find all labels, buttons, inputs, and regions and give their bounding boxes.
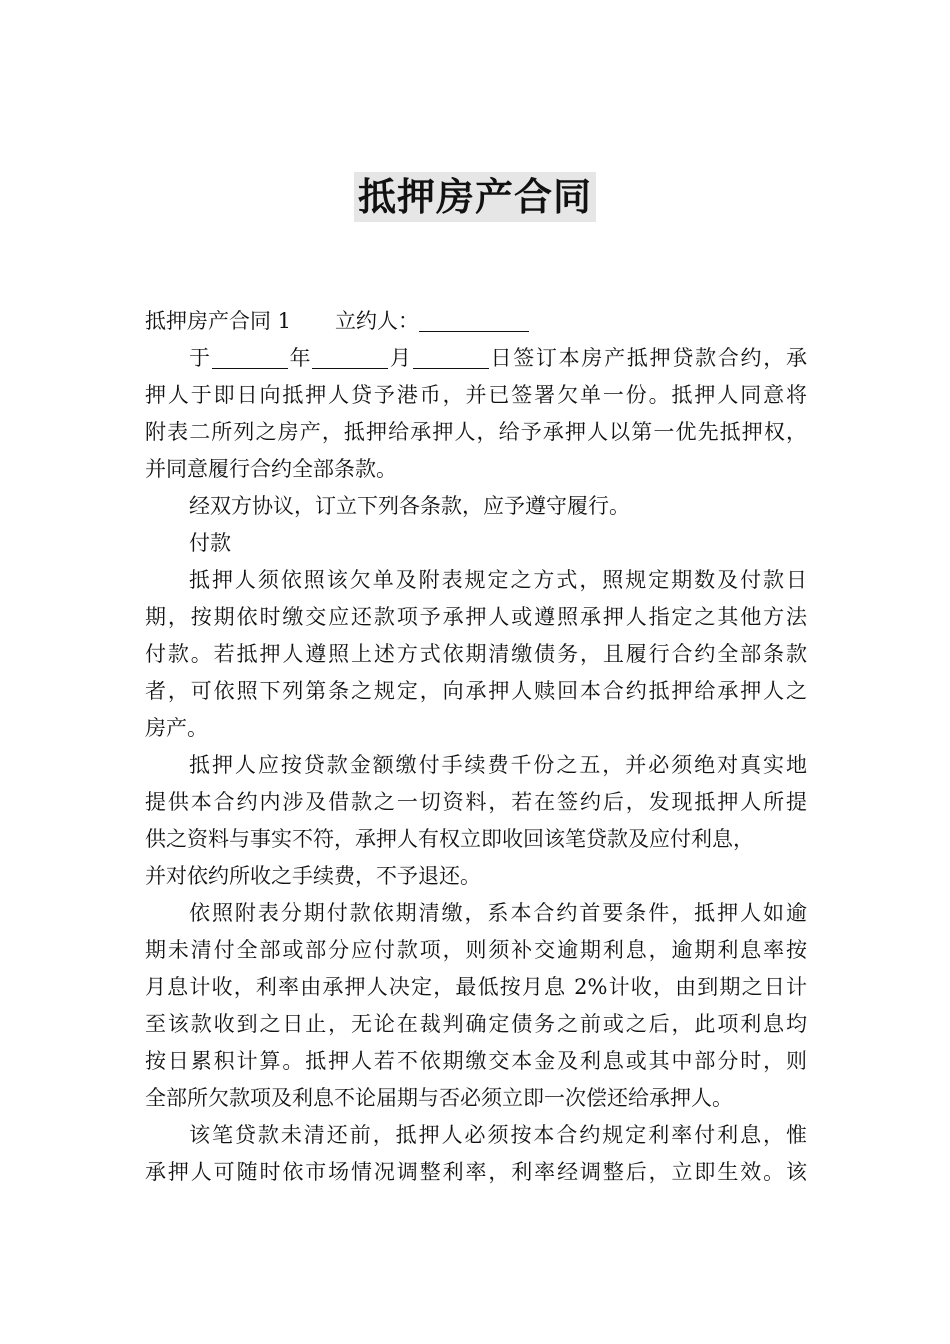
para4-line1: 抵押人须依照该欠单及附表规定之方式，照规定期数及付款日 — [189, 568, 807, 592]
para6-line6: 全部所欠款项及利息不论届期与否必须立即一次偿还给承押人。 — [145, 1086, 733, 1110]
para6-line1: 依照附表分期付款依期清缴，系本合约首要条件，抵押人如逾 — [189, 901, 807, 925]
document-body — [145, 303, 807, 1191]
para6-line5: 按日累积计算。抵押人若不依期缴交本金及利息或其中部分时，则 — [145, 1049, 807, 1073]
para1-line4: 并同意履行合约全部条款。 — [145, 457, 397, 481]
para5-line1: 抵押人应按贷款金额缴付手续费千份之五，并必须绝对真实地 — [189, 753, 807, 777]
para4-line3: 付款。若抵押人遵照上述方式依期清缴债务，且履行合约全部条款 — [145, 642, 807, 666]
para6-line3: 月息计收，利率由承押人决定，最低按月息 2%计收，由到期之日计 — [145, 975, 807, 999]
para6-line2: 期未清付全部或部分应付款项，则须补交逾期利息，逾期利息率按 — [145, 938, 807, 962]
text-span: 月 — [388, 346, 413, 370]
para4-line4: 者，可依照下列第条之规定，向承押人赎回本合约抵押给承押人之 — [145, 679, 807, 703]
para2-line1: 经双方协议，订立下列各条款，应予遵守履行。 — [189, 494, 630, 518]
header-label: 抵押房产合同 1 — [145, 309, 292, 333]
para6-line4: 至该款收到之日止，无论在裁判确定债务之前或之后，此项利息均 — [145, 1012, 807, 1036]
signatory-label: 立约人： — [335, 309, 420, 333]
para4-line5: 房产。 — [145, 716, 208, 740]
para7-line2: 承押人可随时依市场情况调整利率，利率经调整后，立即生效。该 — [145, 1160, 807, 1184]
section-heading-payment: 付款 — [189, 531, 231, 555]
month-blank — [312, 346, 388, 369]
year-blank — [212, 346, 288, 369]
para5-line2: 提供本合约内涉及借款之一切资料，若在签约后，发现抵押人所提 — [145, 790, 807, 814]
text-span: 于 — [189, 346, 212, 370]
para5-line4: 并对依约所收之手续费，不予退还。 — [145, 864, 481, 888]
para1-line3: 附表二所列之房产，抵押给承押人，给予承押人以第一优先抵押权， — [145, 420, 807, 444]
para7-line1: 该笔贷款未清还前，抵押人必须按本合约规定利率付利息，惟 — [189, 1123, 807, 1147]
text-span: 年 — [287, 346, 313, 370]
signatory-blank — [419, 309, 529, 332]
header-line — [145, 303, 807, 340]
para1-line2: 押人于即日向抵押人贷予港币，并已签署欠单一份。抵押人同意将 — [145, 383, 807, 407]
title-container — [0, 172, 950, 222]
document-title: 抵押房产合同 — [354, 172, 596, 222]
text-span: 日签订本房产抵押贷款合约，承 — [488, 346, 808, 370]
para5-line3: 供之资料与事实不符，承押人有权立即收回该笔贷款及应付利息， — [145, 827, 754, 851]
para1-line1 — [145, 340, 807, 377]
para4-line2: 期，按期依时缴交应还款项予承押人或遵照承押人指定之其他方法 — [145, 605, 807, 629]
day-blank — [413, 346, 489, 369]
